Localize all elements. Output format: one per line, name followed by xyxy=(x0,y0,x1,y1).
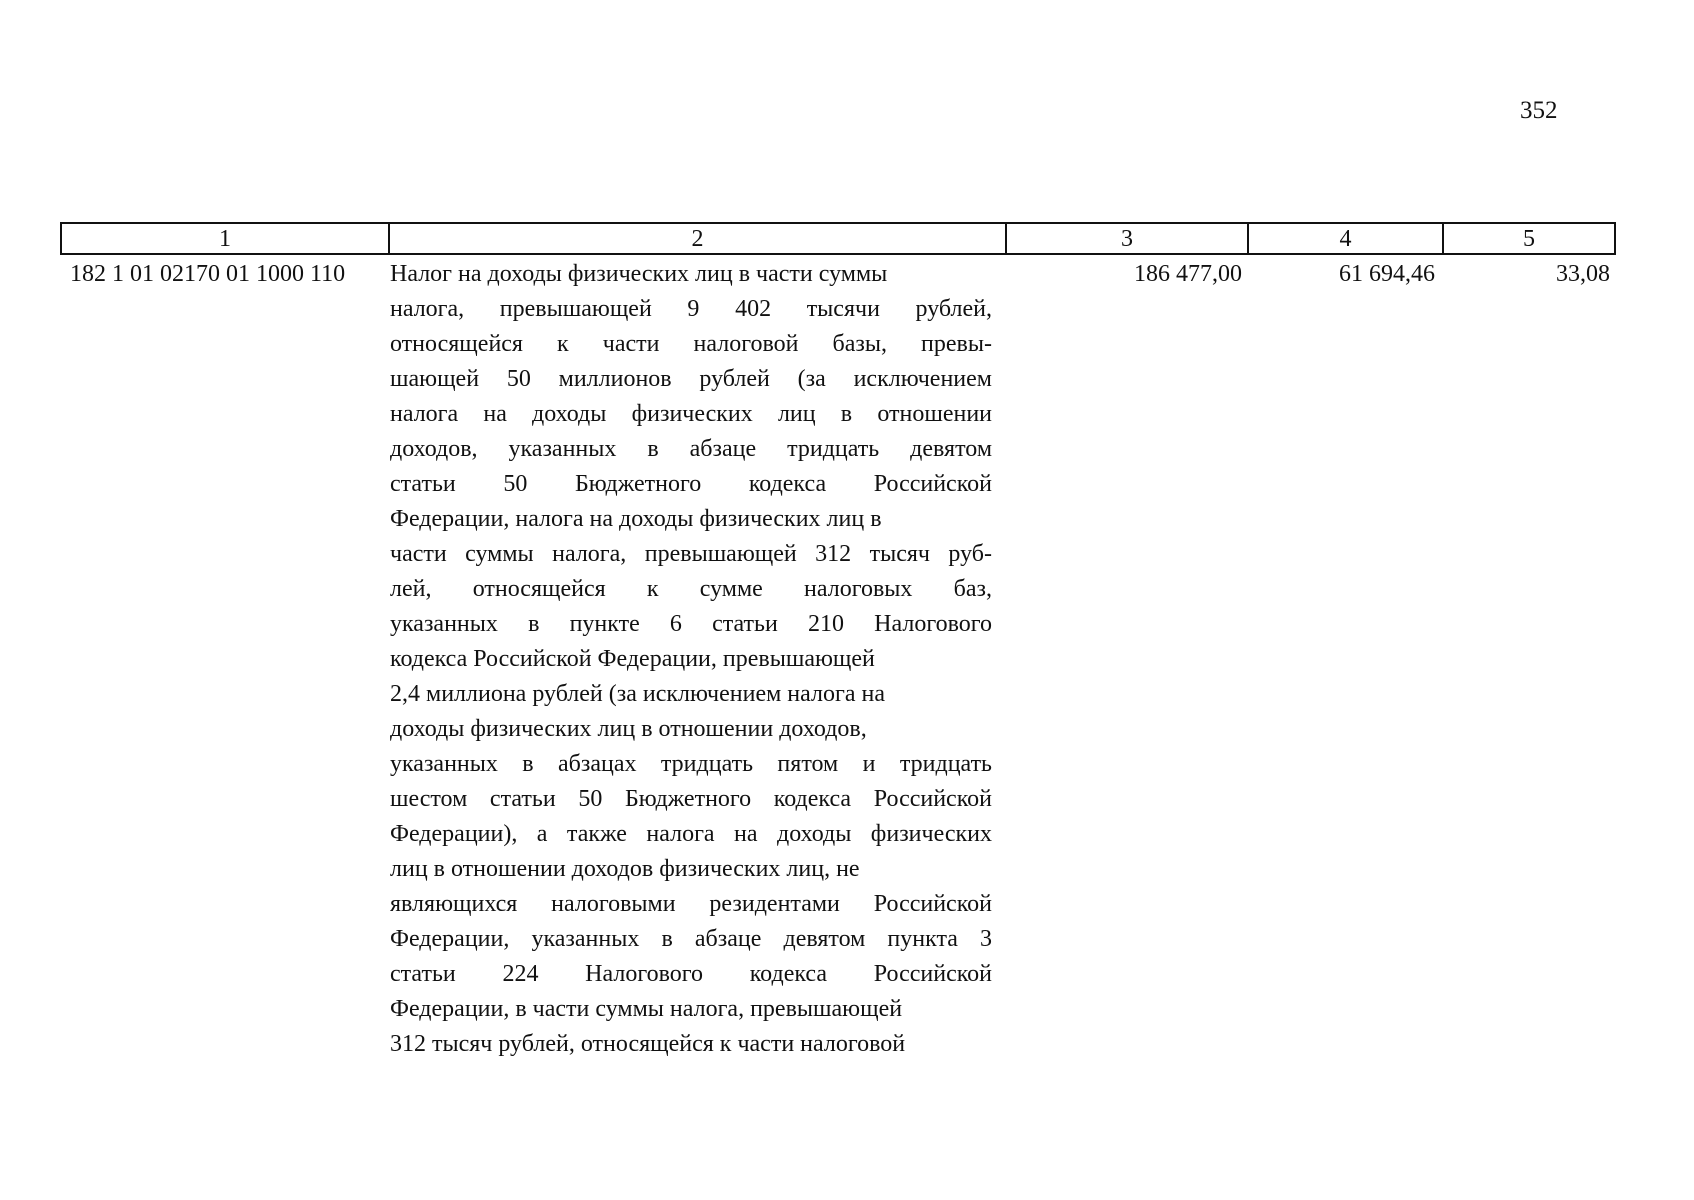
page-number: 352 xyxy=(1520,97,1558,124)
description-line: доходы физических лиц в отношении доходов, xyxy=(390,716,867,742)
description-line: налога на доходы физических лиц в отношении xyxy=(390,401,992,427)
description-line: Федерации, налога на доходы физических лиц в xyxy=(390,506,882,532)
description-line: лей, относящейся к сумме налоговых баз, xyxy=(390,576,992,602)
table-header-row xyxy=(60,222,1616,255)
description-line: Федерации), а также налога на доходы физических xyxy=(390,821,992,847)
description-line: шестом статьи 50 Бюджетного кодекса Российской xyxy=(390,786,992,812)
description-line: относящейся к части налоговой базы, превы- xyxy=(390,331,992,357)
description-line: доходов, указанных в абзаце тридцать девятом xyxy=(390,436,992,462)
description-line: Федерации, указанных в абзаце девятом пункта 3 xyxy=(390,926,992,952)
description-line: статьи 50 Бюджетного кодекса Российской xyxy=(390,471,992,497)
tax-description xyxy=(390,257,992,1062)
budget-code: 182 1 01 02170 01 1000 110 xyxy=(70,261,346,287)
value-col-4: 61 694,46 xyxy=(1339,261,1435,287)
description-line: 2,4 миллиона рублей (за исключением налога на xyxy=(390,681,885,707)
description-line: 312 тысяч рублей, относящейся к части налоговой xyxy=(390,1031,906,1057)
header-col-4: 4 xyxy=(1249,224,1444,253)
header-col-3: 3 xyxy=(1007,224,1249,253)
header-col-5: 5 xyxy=(1523,225,1535,252)
description-line: шающей 50 миллионов рублей (за исключением xyxy=(390,366,992,392)
description-line: указанных в пункте 6 статьи 210 Налогового xyxy=(390,611,992,637)
description-line: части суммы налога, превышающей 312 тысяч руб- xyxy=(390,541,992,567)
value-col-5: 33,08 xyxy=(1556,261,1610,287)
header-col-2: 2 xyxy=(390,224,1007,253)
description-line: являющихся налоговыми резидентами Российской xyxy=(390,891,992,917)
description-line: налога, превышающей 9 402 тысячи рублей, xyxy=(390,296,992,322)
description-line: лиц в отношении доходов физических лиц, не xyxy=(390,856,860,882)
description-line: статьи 224 Налогового кодекса Российской xyxy=(390,961,992,987)
description-line: Налог на доходы физических лиц в части суммы xyxy=(390,261,888,287)
header-col-1: 1 xyxy=(62,224,390,253)
description-line: Федерации, в части суммы налога, превышающей xyxy=(390,996,903,1022)
description-line: указанных в абзацах тридцать пятом и тридцать xyxy=(390,751,992,777)
description-line: кодекса Российской Федерации, превышающей xyxy=(390,646,875,672)
value-col-3: 186 477,00 xyxy=(1134,261,1242,287)
